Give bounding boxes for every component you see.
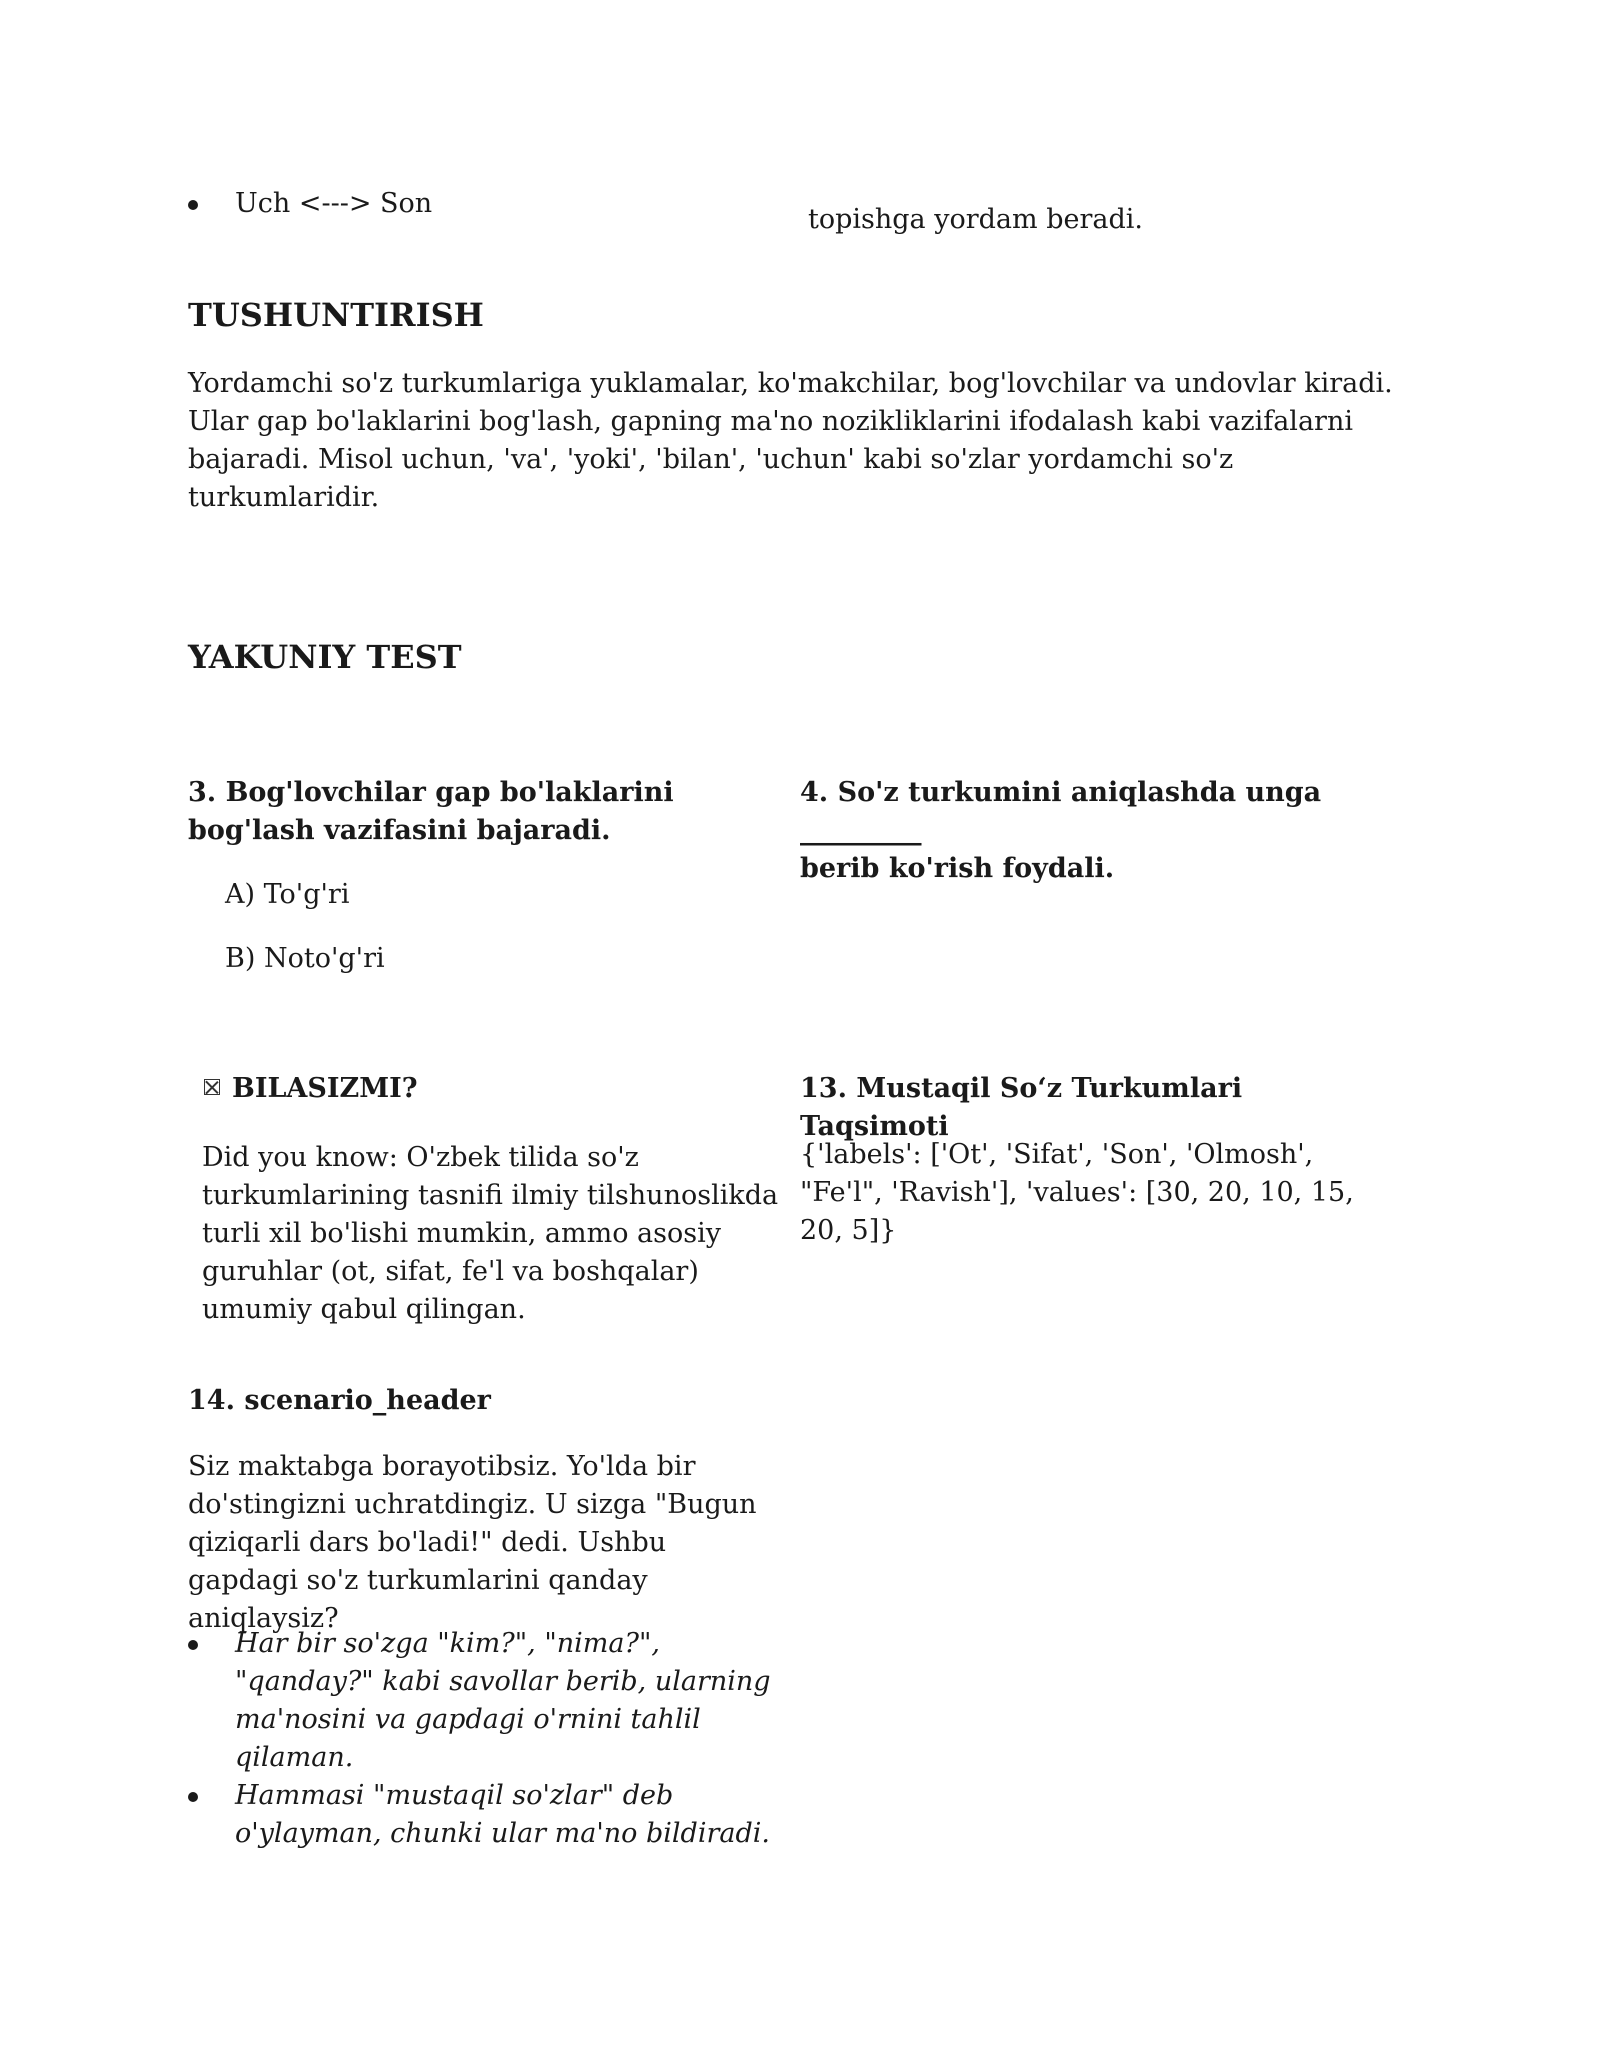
top-bullet-list xyxy=(188,185,748,223)
bullet-text: Uch <---> Son xyxy=(235,188,433,219)
choice-text: Hammasi "mustaqil so'zlar" deb o'ylayman, chunki ular ma'no bildiradi. xyxy=(235,1780,770,1849)
did-you-know-title-text: BILASIZMI? xyxy=(232,1073,418,1104)
question-4-title xyxy=(800,774,1400,888)
bullet-dot xyxy=(188,1792,198,1802)
list-item[interactable] xyxy=(188,1777,778,1853)
section-13-raw-data: {'labels': ['Ot', 'Sifat', 'Son', 'Olmosh', "Fe'l", 'Ravish'], 'values': [30, 20, 10, 15, 20, 5]} xyxy=(800,1139,1354,1246)
list-item xyxy=(188,185,748,223)
section-14-choices xyxy=(188,1625,778,1853)
did-you-know-body: Did you know: O'zbek tilida so'z turkumlarining tasnifi ilmiy tilshunoslikda turli xil bo'lishi mumkin, ammo asosiy guruhlar (ot, sifat, fe'l va boshqalar) umumiy qabul qilingan. xyxy=(202,1142,779,1325)
bullet-dot xyxy=(188,200,198,210)
right-fragment-text: topishga yordam beradi. xyxy=(808,204,1143,235)
question-3-title: 3. Bog'lovchilar gap bo'laklarini bog'lash vazifasini bajaradi. xyxy=(188,777,674,846)
choice-text: Har bir so'zga "kim?", "nima?", "qanday?" kabi savollar berib, ularning ma'nosini va gapdagi o'rnini tahlil qilaman. xyxy=(235,1628,771,1773)
bullet-dot xyxy=(188,1640,198,1650)
question-4-title-line-1: 4. So'z turkumini aniqlashda unga _________ xyxy=(800,777,1322,846)
question-3-option-b[interactable]: B) Noto'g'ri xyxy=(225,943,385,974)
explanation-body: Yordamchi so'z turkumlariga yuklamalar, ko'makchilar, bog'lovchilar va undovlar kiradi. Ular gap bo'laklarini bog'lash, gapning ma'no nozikliklarini ifodalash kabi vazifalarni bajaradi. Misol uchun, 'va', 'yoki', 'bilan', 'uchun' kabi so'zlar yordamchi so'z turkumlaridir. xyxy=(188,368,1393,513)
question-3-option-a[interactable]: A) To'g'ri xyxy=(225,879,350,910)
section-13-title: 13. Mustaqil So‘z Turkumlari Taqsimoti xyxy=(800,1073,1243,1142)
question-4-title-line-2: berib ko'rish foydali. xyxy=(800,853,1115,884)
final-test-heading: YAKUNIY TEST xyxy=(188,638,462,676)
section-14-body: Siz maktabga borayotibsiz. Yo'lda bir do'stingizni uchratdingiz. U sizga "Bugun qiziqarli dars bo'ladi!" dedi. Ushbu gapdagi so'z turkumlarini qanday aniqlaysiz? xyxy=(188,1451,757,1634)
explanation-heading: TUSHUNTIRISH xyxy=(188,296,484,334)
section-14-title: 14. scenario_header xyxy=(188,1385,491,1416)
list-item[interactable] xyxy=(188,1625,778,1777)
box-icon xyxy=(204,1079,220,1095)
did-you-know-title xyxy=(204,1070,764,1108)
